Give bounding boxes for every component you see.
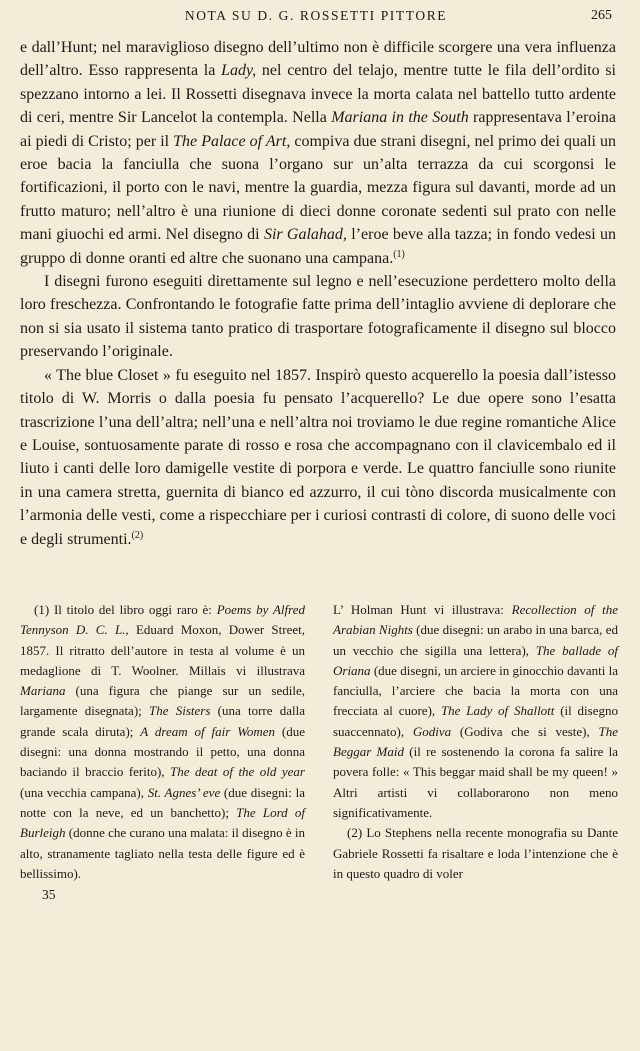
text-run: (il re sostenendo la corona fa salire la povera folle: « This beggar maid shall be my queen! » Altri artisti vi collaborarono non meno significativamente.	[333, 744, 619, 820]
italic-title: The Sisters	[149, 703, 211, 719]
text-run: (il disegno suaccennato),	[333, 703, 618, 739]
paragraph-1	[20, 36, 616, 270]
footnote-ref-1[interactable]: (1)	[393, 248, 405, 260]
text-run: Eduard Moxon, Dower Street, 1857. Il ritratto dell’autore in testa al volume è un medaglione di T. Woolner. Millais vi illustrava	[20, 622, 305, 678]
text-run: compiva due strani disegni, nel primo dei quali un eroe bacia la fanciulla che suona l’organo sur un’alta terrazza da cui scorgonsi le fortificazioni, il porto con le navi, mentre la guardia, mezza figura sul davanti, morde ad un frutto maturo; nell’altro è una riunione di dieci donne coronate sedenti sul prato con nelle mani giuochi ed armi. Nel disegno di	[20, 132, 617, 244]
italic-title: The deat of the old year	[170, 764, 305, 780]
footnotes-right-column	[333, 600, 618, 884]
text-run: nel centro del telajo, mentre tutte le fila dell’ordito si spezzano intorno a lei. Il Rossetti disegnava invece la morta calata nel battello tutto ardente di ceri, mentre Sir Lancelot la contempla. Nella	[20, 62, 616, 127]
signature-mark: 35	[42, 887, 56, 902]
italic-title: A dream of fair Women	[140, 723, 275, 739]
running-title: NOTA SU D. G. ROSSETTI PITTORE	[184, 8, 448, 23]
paragraph-2: I disegni furono eseguiti direttamente sul legno e nell’esecuzione perdettero molto della loro freschezza. Confrontando le fotografie fatte prima dell’intaglio avviene di deplorare che non si sia usato il sistema tanto pratico di trasportare fotograficamente il disegno sul blocco preservando l’originale.	[20, 273, 616, 361]
text-run: (una torre dalla grande scala diruta);	[20, 703, 306, 739]
text-run: l’eroe beve alla tazza; in fondo vedesi un gruppo di donne oranti ed altre che suonano una campana.	[20, 226, 617, 267]
italic-title-mariana-south: Mariana in the South	[331, 109, 469, 127]
footnotes	[20, 600, 618, 884]
italic-title: The Lord of Burleigh	[20, 804, 305, 841]
footnote-1	[20, 600, 305, 884]
italic-title-palace-of-art: The Palace of Art,	[173, 132, 291, 150]
text-run: (due disegni: la notte con la neve, ed un banchetto);	[20, 784, 305, 820]
italic-title-lady: Lady,	[221, 62, 257, 80]
italic-title: St. Agnes’ eve	[147, 784, 221, 800]
text-run: e dall’Hunt; nel maraviglioso disegno dell’ultimo non è difficile scorgere una vera influenza dell’altro. Esso rappresenta la	[20, 39, 616, 80]
footnote-2: (2) Lo Stephens nella recente monografia su Dante Gabriele Rossetti fa risaltare e loda l’intenzione che è in questo quadro di voler	[333, 825, 618, 881]
text-run: (Godiva che si veste),	[451, 723, 599, 739]
italic-title: Recollection of the Arabian Nights	[333, 602, 618, 638]
text-run: (donne che curano una malata: il disegno è in alto, stranamente tagliato nella testa delle figure ed è bellissimo).	[20, 825, 305, 881]
text-run: « The blue Closet » fu eseguito nel 1857. Inspirò questo acquerello la poesia dall’istesso titolo di W. Morris o dalla poesia fu pensato l’acquerello? Le due opere sono l’esatta trascrizione l’una dell’altra; nell’una e nell’altra noi troviamo le due regine romantiche Alice e Louise, sontuosamente parate di rosso e rosa che accompagnano con il clavicembalo ed il liuto i canti delle loro damigelle vestite di porpora e verde. Le quattro fanciulle sono riunite in una camera stretta, guernita di bianco ed azzurro, il cui tòno discorda musicalmente con l’armonia delle vesti, come a rispecchiare per i curiosi contrasti di colore, di suono delle voci e degli strumenti.	[20, 366, 616, 548]
italic-title: Godiva	[412, 723, 452, 739]
main-text	[20, 36, 616, 551]
text-run: (due disegni: un arabo in una barca, ed un vecchio che sigilla una lettera),	[333, 622, 618, 658]
footnotes-left-column	[20, 600, 305, 884]
text-run: (due disegni, un arciere in ginocchio davanti la fanciulla, l’arciere che bacia la morta con una frecciata al cuore),	[333, 662, 618, 719]
text-run: (1) Il titolo del libro oggi raro è:	[34, 602, 217, 617]
italic-title-sir-galahad: Sir Galahad,	[263, 226, 347, 244]
page-header	[20, 8, 612, 28]
italic-title: The ballade of Oriana	[333, 642, 618, 678]
text-run: rappresentava l’eroina ai piedi di Cristo; per il	[20, 109, 617, 150]
italic-title: The Beggar Maid	[333, 723, 618, 760]
italic-title: Mariana	[20, 683, 66, 699]
footnote-1-continued	[333, 600, 618, 823]
footnote-ref-2[interactable]: (2)	[131, 529, 144, 541]
text-run: L’ Holman Hunt vi illustrava:	[333, 602, 512, 617]
text-run: (una figura che piange sur un sedile, largamente disegnata);	[20, 683, 305, 719]
page-number: 265	[591, 8, 612, 23]
text-run: (una vecchia campana),	[20, 784, 148, 800]
paragraph-3	[20, 364, 616, 551]
text-run: (due disegni: una donna mostrando il petto, una donna baciando il braccio ferito),	[20, 723, 305, 780]
italic-title: Poems by Alfred Tennyson D. C. L.,	[20, 602, 305, 638]
italic-title: The Lady of Shallott	[440, 703, 555, 719]
